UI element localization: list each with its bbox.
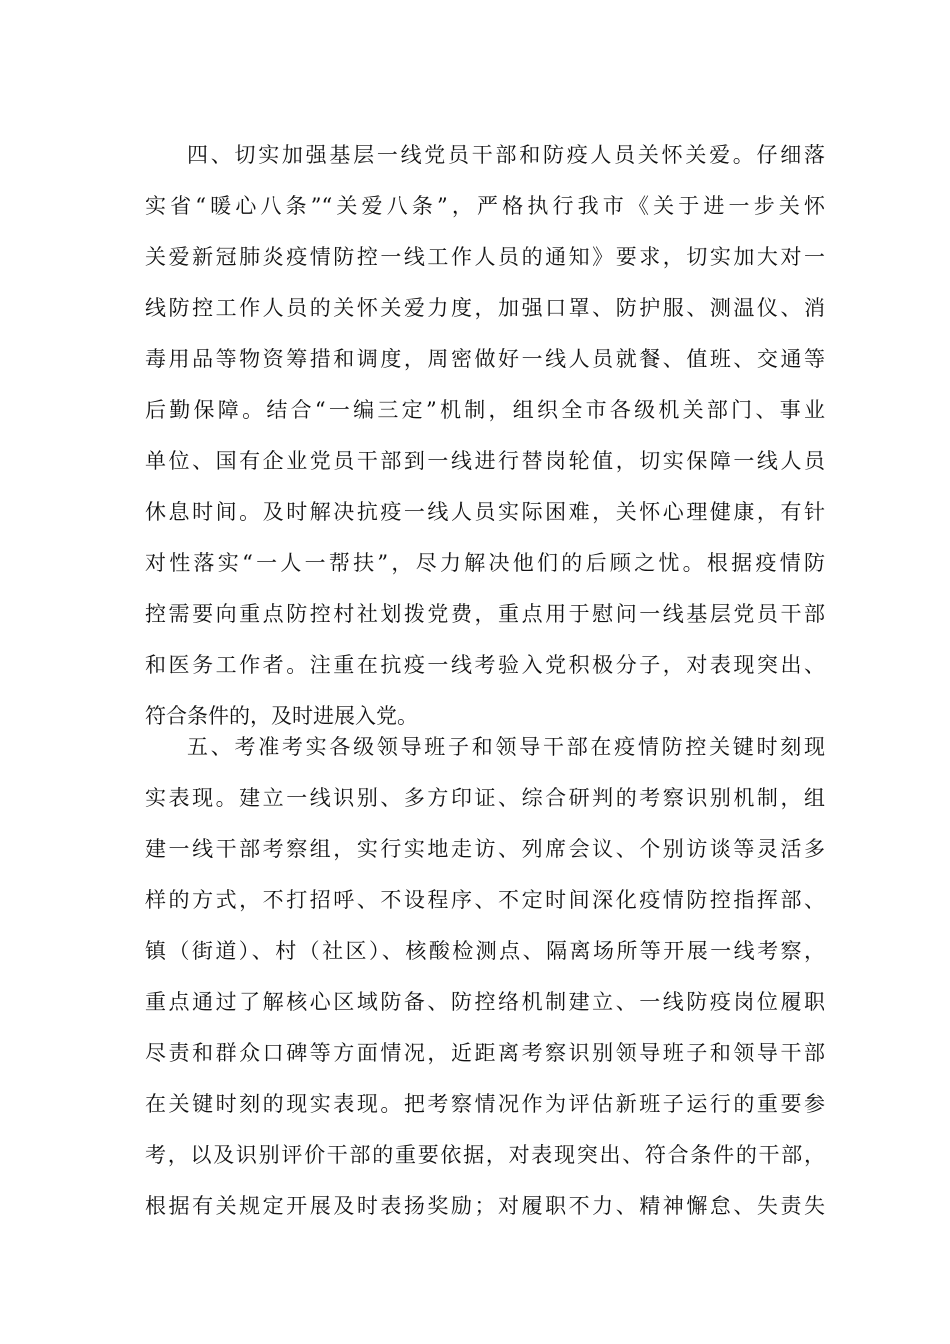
paragraph-line: 对性落实“一人一帮扶”，尽力解决他们的后顾之忧。根据疫情防: [145, 551, 825, 575]
paragraph-line: 线防控工作人员的关怀关爱力度，加强口罩、防护服、测温仪、消: [145, 296, 825, 320]
paragraph-line: 和医务工作者。注重在抗疫一线考验入党积极分子，对表现突出、: [145, 653, 825, 677]
paragraph-5: [145, 722, 825, 1232]
paragraph-line: 实省“暖心八条”“关爱八条”，严格执行我市《关于进一步关怀: [145, 194, 825, 218]
paragraph-line: 考，以及识别评价干部的重要依据，对表现突出、符合条件的干部，: [145, 1143, 825, 1167]
paragraph-line: 五、考准考实各级领导班子和领导干部在疫情防控关键时刻现: [187, 735, 825, 759]
paragraph-line: 尽责和群众口碑等方面情况，近距离考察识别领导班子和领导干部: [145, 1041, 825, 1065]
paragraph-line: 镇（街道）、村（社区）、核酸检测点、隔离场所等开展一线考察，: [145, 939, 825, 963]
paragraph-line: 关爱新冠肺炎疫情防控一线工作人员的通知》要求，切实加大对一: [145, 245, 825, 269]
paragraph-line: 后勤保障。结合“一编三定”机制，组织全市各级机关部门、事业: [145, 398, 825, 422]
paragraph-4: [145, 130, 825, 742]
paragraph-line: 根据有关规定开展及时表扬奖励；对履职不力、精神懈怠、失责失: [145, 1194, 825, 1218]
paragraph-line: 符合条件的，及时进展入党。: [145, 704, 418, 728]
paragraph-line: 休息时间。及时解决抗疫一线人员实际困难，关怀心理健康，有针: [145, 500, 825, 524]
paragraph-line: 控需要向重点防控村社划拨党费，重点用于慰问一线基层党员干部: [145, 602, 825, 626]
paragraph-line: 样的方式，不打招呼、不设程序、不定时间深化疫情防控指挥部、: [145, 888, 825, 912]
paragraph-line: 建一线干部考察组，实行实地走访、列席会议、个别访谈等灵活多: [145, 837, 825, 861]
paragraph-line: 实表现。建立一线识别、多方印证、综合研判的考察识别机制，组: [145, 786, 825, 810]
paragraph-line: 在关键时刻的现实表现。把考察情况作为评估新班子运行的重要参: [145, 1092, 825, 1116]
paragraph-line: 重点通过了解核心区域防备、防控络机制建立、一线防疫岗位履职: [145, 990, 825, 1014]
paragraph-line: 单位、国有企业党员干部到一线进行替岗轮值，切实保障一线人员: [145, 449, 825, 473]
paragraph-line: 毒用品等物资筹措和调度，周密做好一线人员就餐、值班、交通等: [145, 347, 825, 371]
paragraph-line: 四、切实加强基层一线党员干部和防疫人员关怀关爱。仔细落: [187, 143, 825, 167]
